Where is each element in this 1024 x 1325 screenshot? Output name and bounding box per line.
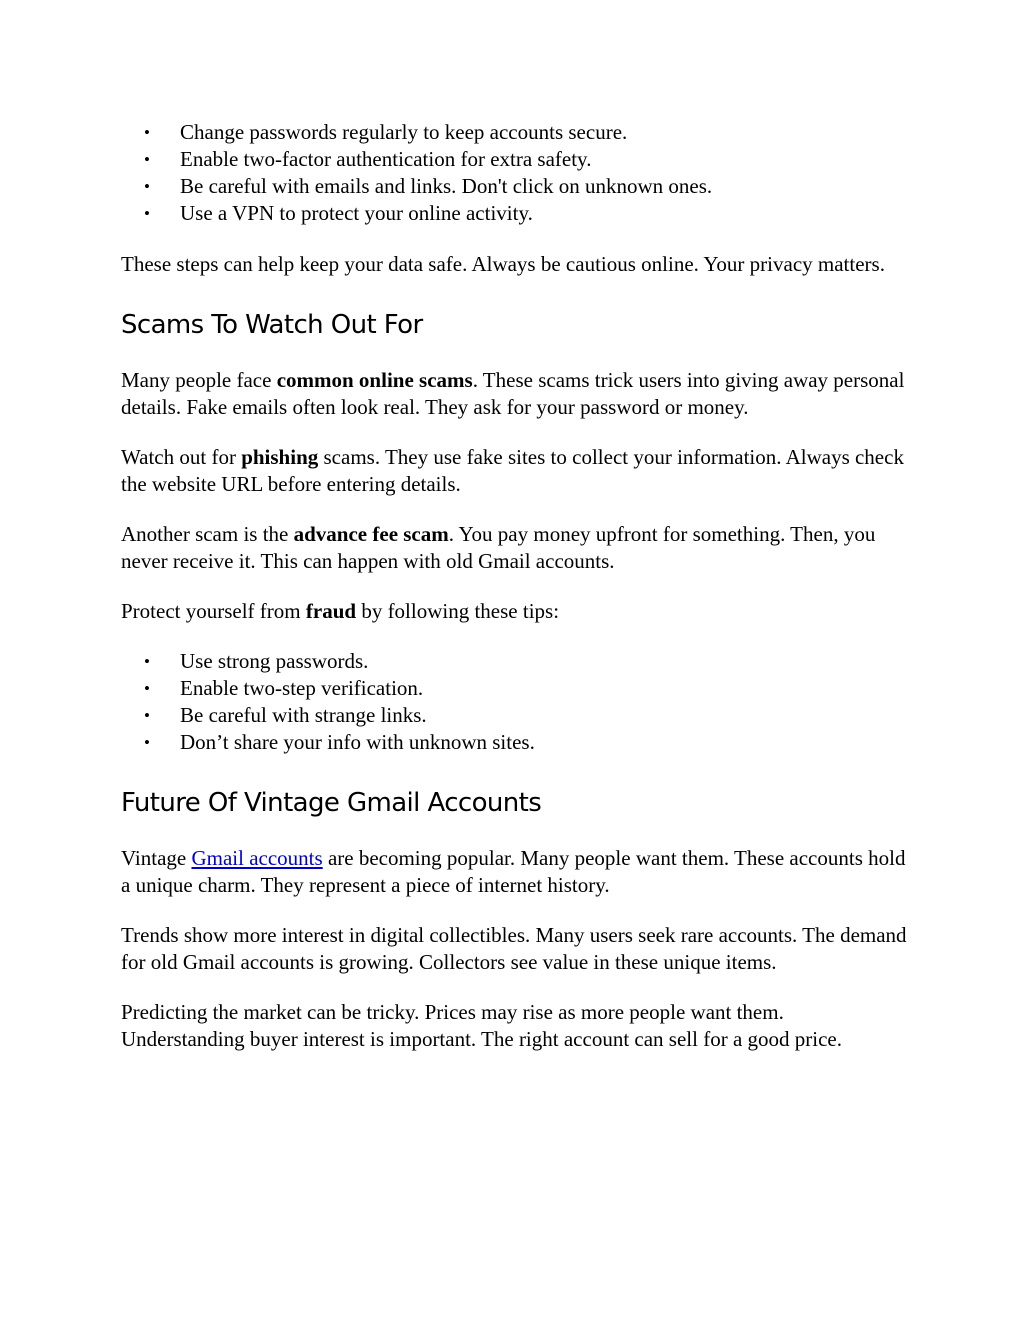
bullet-icon: •: [144, 679, 150, 698]
bold-term: fraud: [305, 599, 357, 623]
bullet-icon: •: [144, 204, 150, 223]
scams-paragraph-1: Many people face common online scams. These scams trick users into giving away personal details. Fake emails often look real. They ask for your password or money.: [121, 368, 905, 419]
list-item: • Enable two-step verification.: [144, 676, 424, 700]
bullet-icon: •: [144, 177, 150, 196]
scams-heading: Scams To Watch Out For: [121, 310, 423, 340]
intro-paragraph: These steps can help keep your data safe. Always be cautious online. Your privacy matters.: [121, 252, 885, 276]
list-item: • Don’t share your info with unknown sites.: [144, 730, 535, 754]
bullet-icon: •: [144, 733, 150, 752]
list-item: • Be careful with strange links.: [144, 703, 427, 727]
list-item: • Change passwords regularly to keep accounts secure.: [144, 120, 628, 144]
bullet-icon: •: [144, 652, 150, 671]
bullet-icon: •: [144, 150, 150, 169]
document-page: [121, 119, 911, 1053]
bullet-icon: •: [144, 123, 150, 142]
bold-term: advance fee scam: [293, 522, 449, 546]
gmail-accounts-link[interactable]: Gmail accounts: [191, 846, 323, 870]
scams-paragraph-4: Protect yourself from fraud by following these tips:: [121, 599, 560, 623]
bold-term: common online scams: [276, 368, 473, 392]
future-paragraph-1: Vintage Gmail accounts are becoming popular. Many people want them. These accounts hold a unique charm. They represent a piece of internet history.: [121, 846, 906, 897]
list-item: • Enable two-factor authentication for extra safety.: [144, 147, 592, 171]
future-paragraph-3: Predicting the market can be tricky. Prices may rise as more people want them. Understanding buyer interest is important. The right account can sell for a good price.: [121, 1000, 842, 1051]
bullet-icon: •: [144, 706, 150, 725]
bold-term: phishing: [241, 445, 319, 469]
fraud-tips-list: [121, 648, 911, 756]
future-paragraph-2: Trends show more interest in digital collectibles. Many users seek rare accounts. The demand for old Gmail accounts is growing. Collectors see value in these unique items.: [121, 923, 907, 974]
list-item: • Be careful with emails and links. Don't click on unknown ones.: [144, 174, 713, 198]
security-steps-list: [121, 119, 911, 227]
list-item: • Use a VPN to protect your online activity.: [144, 201, 533, 225]
future-heading: Future Of Vintage Gmail Accounts: [121, 788, 542, 818]
scams-paragraph-3: Another scam is the advance fee scam. You pay money upfront for something. Then, you never receive it. This can happen with old Gmail accounts.: [121, 522, 876, 573]
list-item: • Use strong passwords.: [144, 649, 369, 673]
scams-paragraph-2: Watch out for phishing scams. They use fake sites to collect your information. Always check the website URL before entering details.: [121, 445, 904, 496]
